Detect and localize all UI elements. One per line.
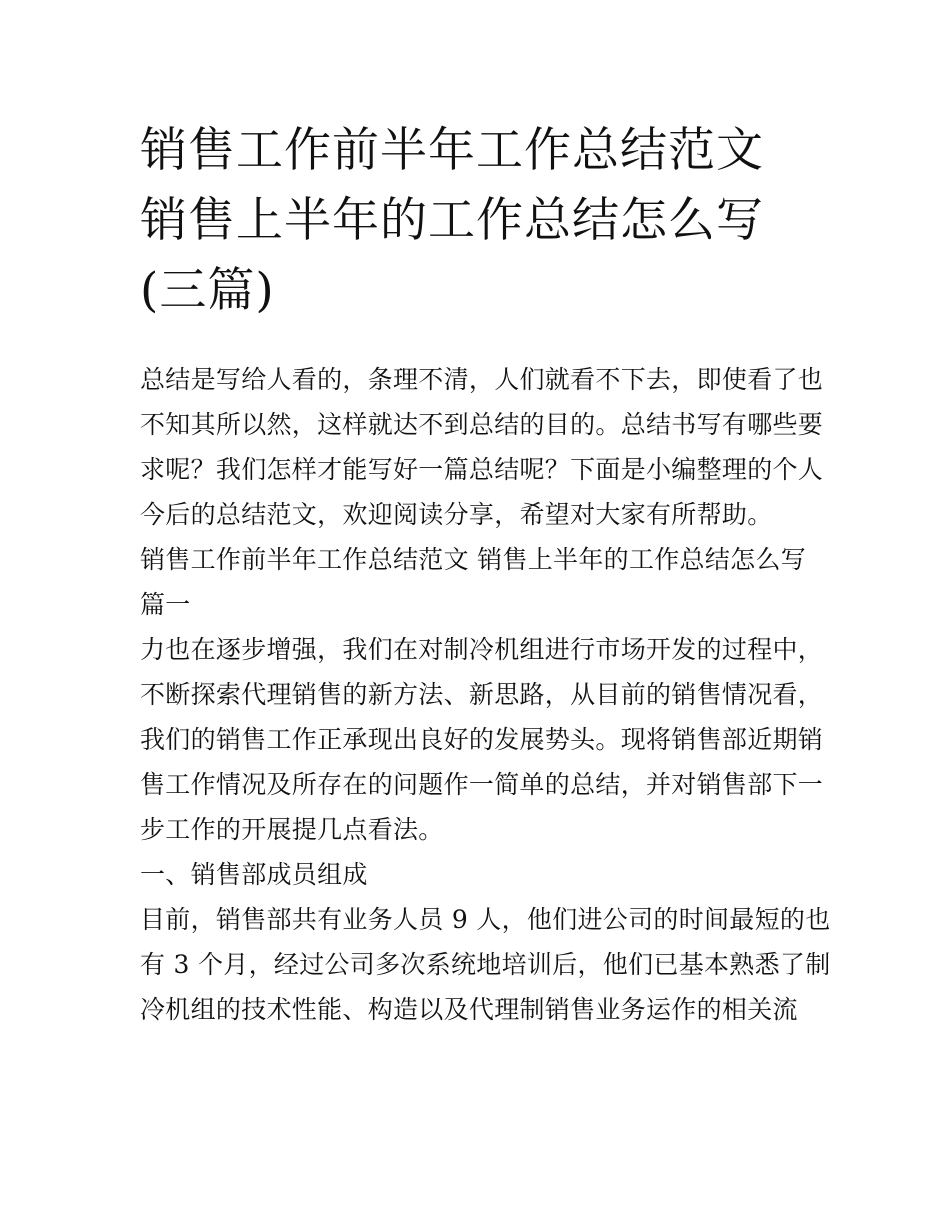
paragraph-1-line-5: 步工作的开展提几点看法。: [140, 815, 444, 844]
subtitle-line-2: 篇一: [140, 590, 191, 619]
title-line-3: (三篇): [140, 263, 275, 318]
paragraph-1: [140, 627, 830, 852]
paragraph-2-line-3: 冷机组的技术性能、构造以及代理制销售业务运作的相关流: [140, 995, 798, 1024]
intro-line-2: 不知其所以然，这样就达不到总结的目的。总结书写有哪些要: [140, 410, 824, 439]
intro-paragraph: [140, 357, 830, 537]
document-title: [140, 116, 840, 326]
document-body: [140, 357, 830, 1032]
paragraph-2-line-2: 有 3 个月，经过公司多次系统地培训后，他们已基本熟悉了制: [140, 950, 831, 979]
paragraph-2-line-1: 目前，销售部共有业务人员 9 人，他们进公司的时间最短的也: [140, 905, 831, 934]
subtitle: [140, 537, 830, 627]
intro-line-3: 求呢？我们怎样才能写好一篇总结呢？下面是小编整理的个人: [140, 455, 824, 484]
paragraph-1-line-4: 售工作情况及所存在的问题作一简单的总结，并对销售部下一: [140, 770, 824, 799]
section-heading: 一、销售部成员组成: [140, 860, 368, 889]
paragraph-1-line-2: 不断探索代理销售的新方法、新思路，从目前的销售情况看，: [140, 680, 824, 709]
title-line-2: 销售上半年的工作总结怎么写: [140, 193, 764, 248]
paragraph-1-line-3: 我们的销售工作正承现出良好的发展势头。现将销售部近期销: [140, 725, 824, 754]
paragraph-2: [140, 897, 830, 1032]
intro-line-1: 总结是写给人看的，条理不清，人们就看不下去，即使看了也: [140, 365, 824, 394]
title-line-1: 销售工作前半年工作总结范文: [140, 123, 764, 178]
paragraph-1-line-1: 力也在逐步增强，我们在对制冷机组进行市场开发的过程中，: [140, 635, 824, 664]
subtitle-line-1: 销售工作前半年工作总结范文 销售上半年的工作总结怎么写: [140, 545, 807, 574]
intro-line-4: 今后的总结范文，欢迎阅读分享，希望对大家有所帮助。: [140, 500, 773, 529]
